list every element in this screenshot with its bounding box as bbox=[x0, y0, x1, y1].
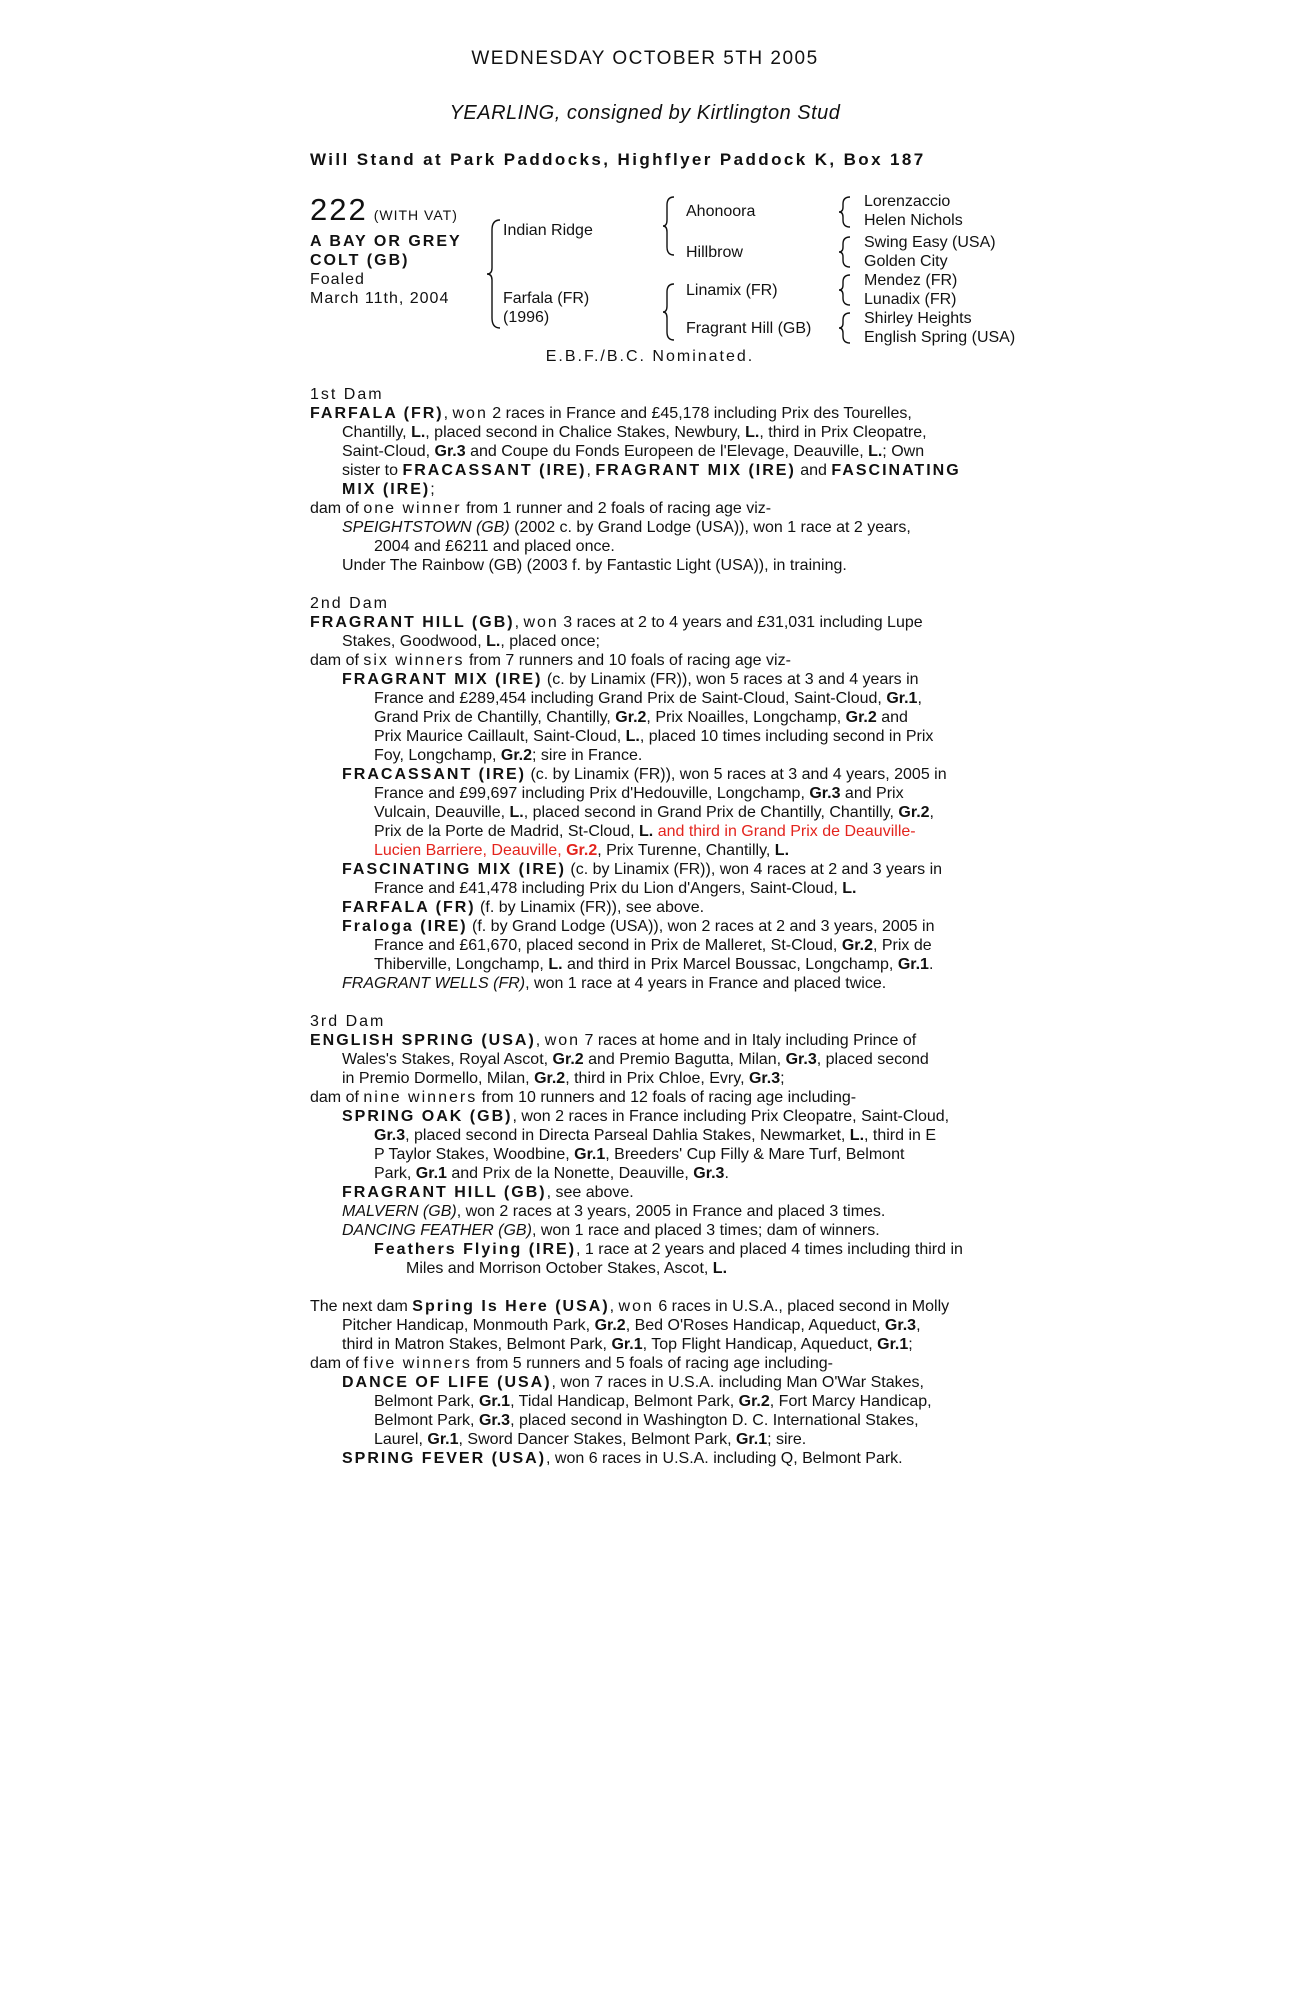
pedigree-g3-6: Lunadix (FR) bbox=[864, 291, 957, 308]
body-line: Belmont Park, Gr.3, placed second in Washington D. C. International Stakes, bbox=[374, 1412, 919, 1429]
body-line: FRAGRANT WELLS (FR), won 1 race at 4 years in France and placed twice. bbox=[342, 975, 887, 992]
pedigree-brace-g3-2 bbox=[838, 235, 852, 269]
body-line: DANCE OF LIFE (USA), won 7 races in U.S.A. including Man O'War Stakes, bbox=[342, 1374, 924, 1391]
update-text: and third in Grand Prix de Deauville- bbox=[657, 823, 916, 840]
body-line: MALVERN (GB), won 2 races at 3 years, 2005 in France and placed 3 times. bbox=[342, 1203, 886, 1220]
lot-desc-line1: A BAY OR GREY bbox=[310, 233, 462, 250]
first-dam-heading: 1st Dam bbox=[310, 386, 384, 403]
body-line: Prix Maurice Caillault, Saint-Cloud, L., placed 10 times including second in Prix bbox=[374, 728, 934, 745]
body-line: ENGLISH SPRING (USA), won 7 races at home and in Italy including Prince of bbox=[310, 1032, 917, 1049]
second-dam-heading: 2nd Dam bbox=[310, 595, 389, 612]
sale-date: WEDNESDAY OCTOBER 5TH 2005 bbox=[471, 48, 819, 69]
body-line: Belmont Park, Gr.1, Tidal Handicap, Belmont Park, Gr.2, Fort Marcy Handicap, bbox=[374, 1393, 932, 1410]
pedigree-g3-5: Mendez (FR) bbox=[864, 272, 958, 289]
body-line: dam of five winners from 5 runners and 5 foals of racing age including- bbox=[310, 1355, 833, 1372]
body-line: Foy, Longchamp, Gr.2; sire in France. bbox=[374, 747, 643, 764]
pedigree-dam-dam: Fragrant Hill (GB) bbox=[686, 320, 812, 337]
body-line: FASCINATING MIX (IRE) (c. by Linamix (FR)), won 4 races at 2 and 3 years in bbox=[342, 861, 943, 878]
body-line: Vulcain, Deauville, L., placed second in Grand Prix de Chantilly, Chantilly, Gr.2, bbox=[374, 804, 934, 821]
pedigree-brace-sire-line bbox=[662, 195, 676, 257]
next-dam-section bbox=[310, 1297, 982, 1468]
body-line: dam of one winner from 1 runner and 2 foals of racing age viz- bbox=[310, 500, 772, 517]
vat-note: (WITH VAT) bbox=[373, 207, 458, 223]
body-line: MIX (IRE); bbox=[342, 481, 435, 498]
lot-number-value: 222 bbox=[310, 192, 368, 227]
body-line: Park, Gr.1 and Prix de la Nonette, Deauville, Gr.3. bbox=[374, 1165, 729, 1182]
pedigree-sire: Indian Ridge bbox=[503, 222, 593, 239]
pedigree-brace-g3-1 bbox=[838, 195, 852, 229]
body-line: FRAGRANT HILL (GB), won 3 races at 2 to 4 years and £31,031 including Lupe bbox=[310, 614, 923, 631]
body-line: P Taylor Stakes, Woodbine, Gr.1, Breeders' Cup Filly & Mare Turf, Belmont bbox=[374, 1146, 905, 1163]
lot-desc-line2: COLT (GB) bbox=[310, 252, 410, 269]
body-line: Gr.3, placed second in Directa Parseal Dahlia Stakes, Newmarket, L., third in E bbox=[374, 1127, 937, 1144]
body-line: FRACASSANT (IRE) (c. by Linamix (FR)), won 5 races at 3 and 4 years, 2005 in bbox=[342, 766, 947, 783]
pedigree-g3-3: Swing Easy (USA) bbox=[864, 234, 996, 251]
pedigree-g3-2: Helen Nichols bbox=[864, 212, 963, 229]
catalogue-body bbox=[310, 385, 982, 1468]
body-line: Feathers Flying (IRE), 1 race at 2 years and placed 4 times including third in bbox=[374, 1241, 963, 1258]
body-line: Under The Rainbow (GB) (2003 f. by Fantastic Light (USA)), in training. bbox=[342, 557, 847, 574]
body-line: Lucien Barriere, Deauville, Gr.2, Prix Turenne, Chantilly, L. bbox=[374, 842, 790, 859]
body-line: third in Matron Stakes, Belmont Park, Gr.1, Top Flight Handicap, Aqueduct, Gr.1; bbox=[342, 1336, 913, 1353]
pedigree-dam-year: (1996) bbox=[503, 309, 550, 326]
third-dam-heading: 3rd Dam bbox=[310, 1013, 386, 1030]
body-line: 2004 and £6211 and placed once. bbox=[374, 538, 615, 555]
update-text: Lucien Barriere, Deauville, Gr.2 bbox=[374, 842, 598, 859]
body-line: sister to FRACASSANT (IRE), FRAGRANT MIX (IRE) and FASCINATING bbox=[342, 462, 961, 479]
body-line: Fraloga (IRE) (f. by Grand Lodge (USA)), won 2 races at 2 and 3 years, 2005 in bbox=[342, 918, 935, 935]
body-line: Miles and Morrison October Stakes, Ascot, L. bbox=[406, 1260, 728, 1277]
body-line: FARFALA (FR), won 2 races in France and £45,178 including Prix des Tourelles, bbox=[310, 405, 912, 422]
body-line: The next dam Spring Is Here (USA), won 6 races in U.S.A., placed second in Molly bbox=[310, 1298, 950, 1315]
body-line: dam of nine winners from 10 runners and 12 foals of racing age including- bbox=[310, 1089, 857, 1106]
body-line: France and £289,454 including Grand Prix de Saint-Cloud, Saint-Cloud, Gr.1, bbox=[374, 690, 922, 707]
pedigree-brace-dam-line bbox=[662, 282, 676, 342]
pedigree-brace-g3-4 bbox=[838, 311, 852, 345]
second-dam-section bbox=[310, 594, 982, 993]
body-line: DANCING FEATHER (GB), won 1 race and placed 3 times; dam of winners. bbox=[342, 1222, 880, 1239]
pedigree-sire-sire: Ahonoora bbox=[686, 203, 756, 220]
pedigree-g3-4: Golden City bbox=[864, 253, 948, 270]
pedigree-g3-7: Shirley Heights bbox=[864, 310, 972, 327]
foaled-date: March 11th, 2004 bbox=[310, 290, 450, 307]
first-dam-section bbox=[310, 385, 982, 575]
pedigree-sire-dam: Hillbrow bbox=[686, 244, 743, 261]
lot-number bbox=[310, 192, 458, 228]
body-line: France and £99,697 including Prix d'Hedouville, Longchamp, Gr.3 and Prix bbox=[374, 785, 904, 802]
body-line: SPEIGHTSTOWN (GB) (2002 c. by Grand Lodge (USA)), won 1 race at 2 years, bbox=[342, 519, 911, 536]
pedigree-g3-8: English Spring (USA) bbox=[864, 329, 1016, 346]
pedigree-g3-1: Lorenzaccio bbox=[864, 193, 951, 210]
body-line: Prix de la Porte de Madrid, St-Cloud, L. and third in Grand Prix de Deauville- bbox=[374, 823, 916, 840]
pedigree-dam: Farfala (FR) bbox=[503, 290, 590, 307]
third-dam-section bbox=[310, 1012, 982, 1278]
body-line: FARFALA (FR) (f. by Linamix (FR)), see above. bbox=[342, 899, 705, 916]
stand-location: Will Stand at Park Paddocks, Highflyer Paddock K, Box 187 bbox=[310, 150, 926, 169]
body-line: France and £61,670, placed second in Prix de Malleret, St-Cloud, Gr.2, Prix de bbox=[374, 937, 932, 954]
body-line: Chantilly, L., placed second in Chalice Stakes, Newbury, L., third in Prix Cleopatre, bbox=[342, 424, 927, 441]
body-line: Pitcher Handicap, Monmouth Park, Gr.2, Bed O'Roses Handicap, Aqueduct, Gr.3, bbox=[342, 1317, 921, 1334]
pedigree-brace-generation-1 bbox=[486, 218, 502, 330]
foaled-label: Foaled bbox=[310, 271, 365, 288]
body-line: Grand Prix de Chantilly, Chantilly, Gr.2, Prix Noailles, Longchamp, Gr.2 and bbox=[374, 709, 908, 726]
body-line: France and £41,478 including Prix du Lion d'Angers, Saint-Cloud, L. bbox=[374, 880, 857, 897]
body-line: in Premio Dormello, Milan, Gr.2, third in Prix Chloe, Evry, Gr.3; bbox=[342, 1070, 785, 1087]
body-line: FRAGRANT HILL (GB), see above. bbox=[342, 1184, 634, 1201]
pedigree-brace-g3-3 bbox=[838, 273, 852, 307]
body-line: Saint-Cloud, Gr.3 and Coupe du Fonds Europeen de l'Elevage, Deauville, L.; Own bbox=[342, 443, 925, 460]
body-line: SPRING FEVER (USA), won 6 races in U.S.A. including Q, Belmont Park. bbox=[342, 1450, 903, 1467]
body-line: dam of six winners from 7 runners and 10 foals of racing age viz- bbox=[310, 652, 791, 669]
lot-description bbox=[310, 232, 462, 308]
body-line: SPRING OAK (GB), won 2 races in France including Prix Cleopatre, Saint-Cloud, bbox=[342, 1108, 950, 1125]
consignment-line: YEARLING, consigned by Kirtlington Stud bbox=[449, 102, 841, 124]
body-line: Wales's Stakes, Royal Ascot, Gr.2 and Premio Bagutta, Milan, Gr.3, placed second bbox=[342, 1051, 929, 1068]
body-line: Stakes, Goodwood, L., placed once; bbox=[342, 633, 600, 650]
nomination-note: E.B.F./B.C. Nominated. bbox=[545, 348, 755, 365]
body-line: Thiberville, Longchamp, L. and third in Prix Marcel Boussac, Longchamp, Gr.1. bbox=[374, 956, 934, 973]
pedigree-dam-sire: Linamix (FR) bbox=[686, 282, 778, 299]
body-line: Laurel, Gr.1, Sword Dancer Stakes, Belmont Park, Gr.1; sire. bbox=[374, 1431, 807, 1448]
body-line: FRAGRANT MIX (IRE) (c. by Linamix (FR)), won 5 races at 3 and 4 years in bbox=[342, 671, 919, 688]
